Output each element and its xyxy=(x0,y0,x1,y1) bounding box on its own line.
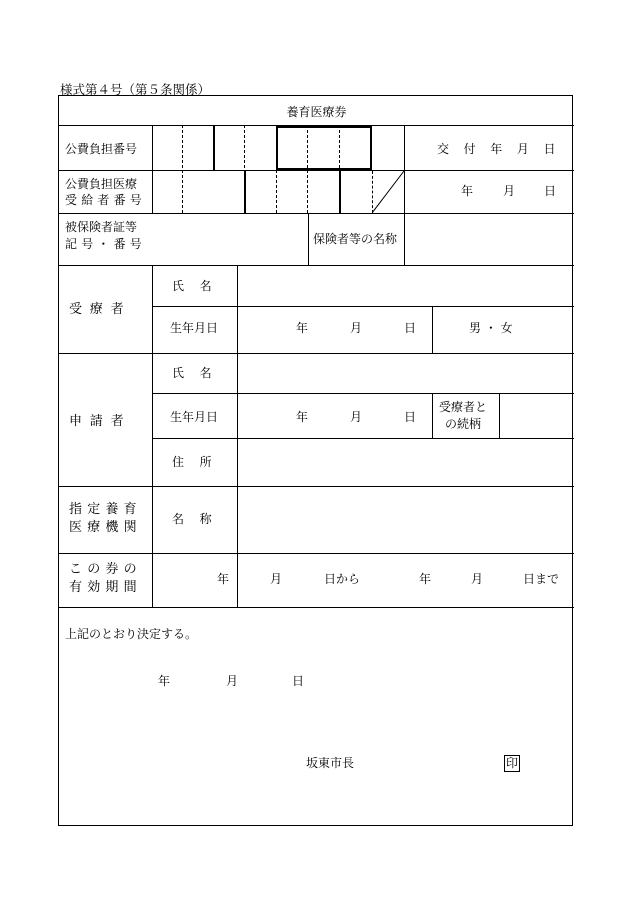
patient-label: 受療者 xyxy=(69,302,132,317)
divider xyxy=(152,125,153,213)
form-title: 養育医療券 xyxy=(286,105,347,119)
patient-dob-label: 生年月日 xyxy=(170,321,219,335)
divider xyxy=(432,393,433,438)
divider xyxy=(59,353,574,354)
validity-to-month: 月 xyxy=(471,572,484,586)
validity-from-month: 月 xyxy=(270,572,283,586)
relation-label-2: の続柄 xyxy=(445,417,482,431)
digit-divider xyxy=(244,171,246,213)
divider xyxy=(308,213,309,265)
institution-label-2: 医療機関 xyxy=(69,520,142,535)
insurer-name-label: 保険者等の名称 xyxy=(313,232,398,246)
patient-dob-day: 日 xyxy=(404,321,417,335)
divider xyxy=(499,393,500,438)
applicant-dob-month: 月 xyxy=(350,410,363,424)
applicant-address-label: 住所 xyxy=(172,455,228,469)
insurance-symbol-label-1: 被保険者証等 xyxy=(65,220,138,234)
form-caption: 様式第４号（第５条関係） xyxy=(60,82,211,97)
recipient-number-label-1: 公費負担医療 xyxy=(65,177,138,191)
delivery-date-label: 交 付 年 月 日 xyxy=(437,142,561,156)
insurance-symbol-label-2: 記号・番号 xyxy=(65,237,147,251)
patient-dob-month: 月 xyxy=(350,321,363,335)
recipient-date-day: 日 xyxy=(544,184,557,198)
patient-name-label: 氏名 xyxy=(172,279,228,293)
validity-to-year: 年 xyxy=(419,572,432,586)
divider xyxy=(152,306,574,307)
applicant-dob-year: 年 xyxy=(296,410,309,424)
medical-ticket-form xyxy=(58,95,573,826)
divider xyxy=(152,393,574,394)
slash-mark xyxy=(372,171,405,213)
applicant-dob-day: 日 xyxy=(404,410,417,424)
patient-dob-year: 年 xyxy=(296,321,309,335)
divider xyxy=(59,265,574,266)
institution-label-1: 指定養育 xyxy=(69,502,142,517)
public-payer-number-label: 公費負担番号 xyxy=(65,142,138,156)
applicant-label: 申請者 xyxy=(69,414,132,429)
divider xyxy=(59,170,574,171)
decision-date-year: 年 xyxy=(158,674,171,688)
institution-name-label: 名称 xyxy=(172,512,228,526)
validity-to-day: 日まで xyxy=(523,572,560,586)
recipient-date-year: 年 xyxy=(461,184,474,198)
divider xyxy=(237,265,238,607)
divider xyxy=(59,213,574,214)
divider xyxy=(432,306,433,353)
recipient-number-label-2: 受給者番号 xyxy=(65,193,147,207)
digit-divider xyxy=(213,126,215,170)
digit-divider xyxy=(182,125,183,213)
divider xyxy=(59,607,574,608)
checkdigit-box xyxy=(276,126,372,170)
applicant-name-label: 氏名 xyxy=(172,366,228,380)
decision-text: 上記のとおり決定する。 xyxy=(65,627,198,641)
recipient-date-month: 月 xyxy=(503,184,516,198)
applicant-dob-label: 生年月日 xyxy=(170,410,219,424)
divider xyxy=(152,265,153,607)
divider xyxy=(59,486,574,487)
digit-divider xyxy=(339,171,341,213)
seal-mark: 印 xyxy=(506,756,519,770)
divider xyxy=(59,553,574,554)
validity-label-2: 有効期間 xyxy=(69,580,142,595)
validity-label-1: この券の xyxy=(69,562,142,577)
decision-date-day: 日 xyxy=(292,674,305,688)
validity-from-year: 年 xyxy=(217,572,230,586)
relation-label-1: 受療者と xyxy=(439,400,488,414)
divider xyxy=(152,438,574,439)
signatory: 坂東市長 xyxy=(306,756,355,770)
patient-sex: 男 ・ 女 xyxy=(469,321,513,335)
validity-from-day: 日から xyxy=(324,572,361,586)
decision-date-month: 月 xyxy=(226,674,239,688)
